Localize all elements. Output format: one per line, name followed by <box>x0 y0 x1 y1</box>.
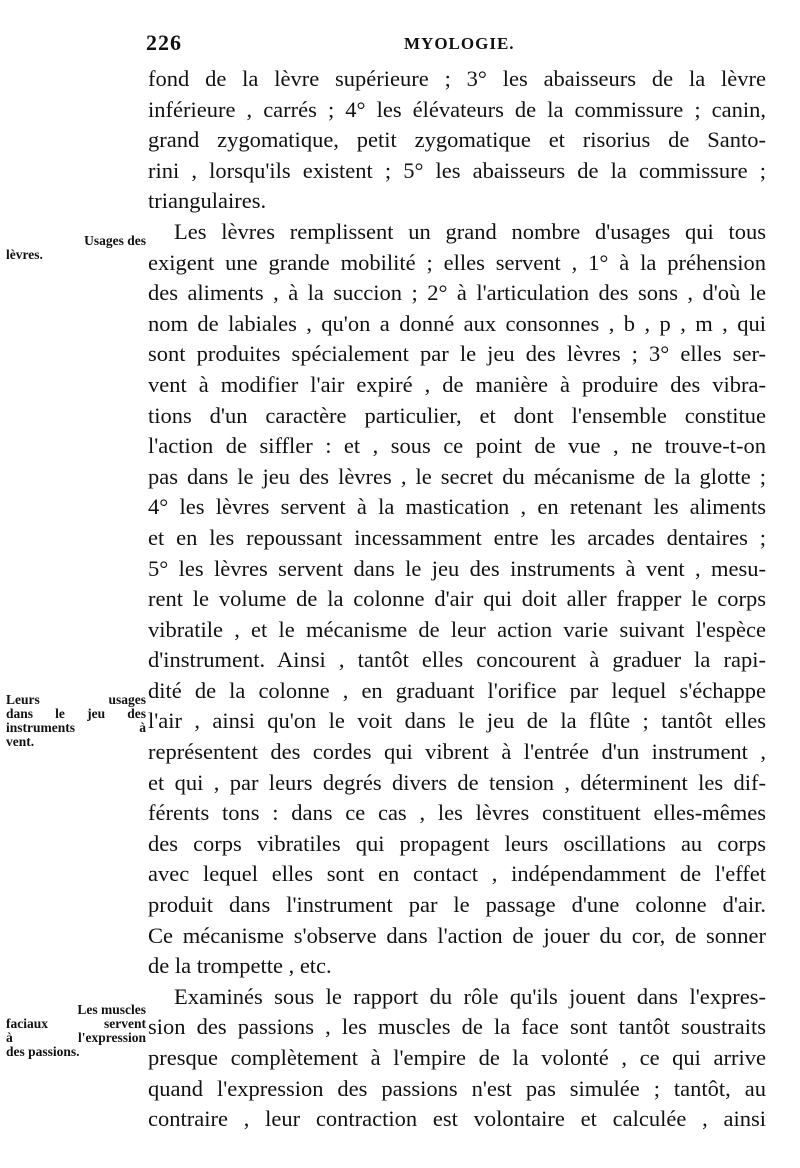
text-line: d'instrument. Ainsi , tantôt elles concourent à graduer la rapi- <box>148 647 766 673</box>
text-line: 4° les lèvres servent à la mastication , en retenant les aliments <box>148 494 766 520</box>
margin-note-line: instruments à <box>6 720 146 735</box>
text-line: contraire , leur contraction est volontaire et calculée , ainsi <box>148 1106 766 1132</box>
text-line: vent à modifier l'air expiré , de manière à produire des vibra- <box>148 371 766 397</box>
margin-note-line: faciaux servent <box>6 1016 146 1031</box>
body-text <box>148 64 766 1135</box>
text-line: rini , lorsqu'ils existent ; 5° les abaisseurs de la commissure ; <box>148 157 766 183</box>
text-line: triangulaires. <box>148 188 267 214</box>
margin-note-usages <box>6 234 146 262</box>
text-line: fond de la lèvre supérieure ; 3° les abaisseurs de la lèvre <box>148 66 766 91</box>
margin-note-line: des passions. <box>6 1044 80 1059</box>
text-line: Ce mécanisme s'observe dans l'action de jouer du cor, de sonner <box>148 922 766 948</box>
text-line: pas dans le jeu des lèvres , le secret du mécanisme de la glotte ; <box>148 463 766 489</box>
text-line: sion des passions , les muscles de la face sont tantôt soustraits <box>148 1014 766 1040</box>
text-line: nom de labiales , qu'on a donné aux consonnes , b , p , m , qui <box>148 310 766 336</box>
text-line: l'air , ainsi qu'on le voit dans le jeu de la flûte ; tantôt elles <box>148 708 766 734</box>
text-line: sont produites spécialement par le jeu des lèvres ; 3° elles ser- <box>148 341 766 367</box>
text-line: produit dans l'instrument par le passage d'une colonne d'air. <box>148 892 766 918</box>
paragraph-passions <box>148 982 766 1135</box>
running-head <box>146 30 766 60</box>
text-line: Les lèvres remplissent un grand nombre d'usages qui tous <box>174 218 766 244</box>
text-line: et en les repoussant incessamment entre les arcades dentaires ; <box>148 524 766 550</box>
text-line: dité de la colonne , en graduant l'orifice par lequel s'échappe <box>148 677 766 703</box>
margin-note-line: Leurs usages <box>6 692 146 707</box>
text-line: Examinés sous le rapport du rôle qu'ils jouent dans l'expres- <box>174 983 766 1009</box>
text-line: des aliments , à la succion ; 2° à l'articulation des sons , d'où le <box>148 280 766 306</box>
text-line: rent le volume de la colonne d'air qui doit aller frapper le corps <box>148 586 766 612</box>
paragraph-muscles-list <box>148 64 766 217</box>
margin-note-line: dans le jeu des <box>6 706 146 721</box>
margin-note-line: lèvres. <box>6 247 43 262</box>
text-line: presque complètement à l'empire de la volonté , ce qui arrive <box>148 1045 766 1070</box>
text-line: inférieure , carrés ; 4° les élévateurs de la commissure ; canin, <box>148 96 766 122</box>
text-line: représentent des cordes qui vibrent à l'entrée d'un instrument , <box>148 739 766 765</box>
text-line: 5° les lèvres servent dans le jeu des instruments à vent , mesu- <box>148 555 766 581</box>
margin-note-instruments <box>6 693 146 749</box>
text-line: avec lequel elles sont en contact , indépendamment de l'effet <box>148 861 766 887</box>
text-line: tions d'un caractère particulier, et dont l'ensemble constitue <box>148 402 766 428</box>
text-line: grand zygomatique, petit zygomatique et risorius de Santo- <box>148 127 766 153</box>
text-line: exigent une grande mobilité ; elles servent , 1° à la préhension <box>148 249 766 275</box>
text-line: l'action de siffler : et , sous ce point de vue , ne trouve-t-on <box>148 433 766 459</box>
text-line: de la trompette , etc. <box>148 953 332 979</box>
text-line: des corps vibratiles qui propagent leurs oscillations au corps <box>148 830 766 856</box>
margin-note-line: à l'expression <box>6 1030 146 1045</box>
text-line: vibratile , et le mécanisme de leur action varie suivant l'espèce <box>148 616 766 642</box>
page-number: 226 <box>146 30 182 55</box>
text-line: et qui , par leurs degrés divers de tension , déterminent les dif- <box>148 769 766 795</box>
margin-note-passions <box>6 1003 146 1059</box>
margin-note-line: Les muscles <box>77 1002 146 1017</box>
margin-note-line: vent. <box>6 734 35 749</box>
header-title: MYOLOGIE. <box>404 34 515 53</box>
margin-note-line: Usages des <box>84 233 146 248</box>
paragraph-usages <box>148 217 766 982</box>
text-line: quand l'expression des passions n'est pas simulée ; tantôt, au <box>148 1075 766 1101</box>
text-line: férents tons : dans ce cas , les lèvres constituent elles-mêmes <box>148 800 766 826</box>
